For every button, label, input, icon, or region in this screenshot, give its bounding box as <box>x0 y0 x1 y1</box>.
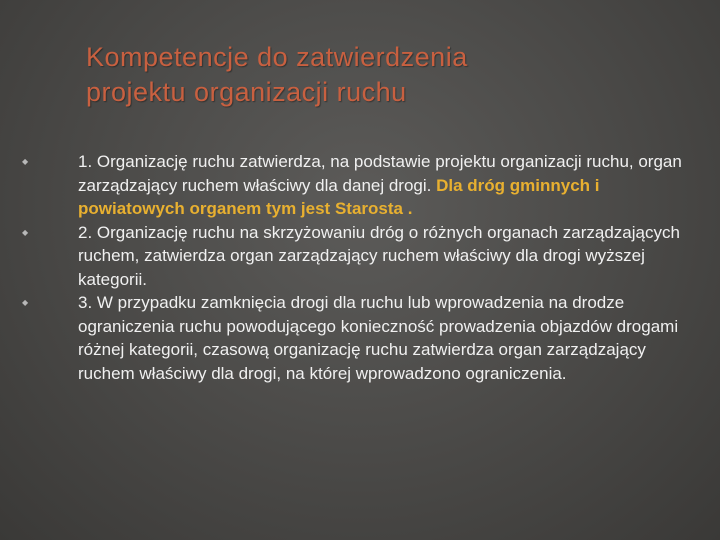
slide-title-line-2: projektu organizacji ruchu <box>86 77 407 107</box>
bullet-item-2 <box>22 221 682 292</box>
slide-body <box>22 150 682 385</box>
bullet-text-1: 1. Organizację ruchu zatwierdza, na podstawie projektu organizacji ruchu, organ zarządzający ruchem właściwy dla danej drogi. <box>78 152 682 195</box>
bullet-item-1 <box>22 150 682 221</box>
bullet-text-2: 2. Organizację ruchu na skrzyżowaniu dróg o różnych organach zarządzających ruchem, zatwierdza organ zarządzający ruchem właściwy dla drogi wyższej kategorii. <box>78 222 680 289</box>
diamond-bullet-icon: ◆ <box>22 227 29 237</box>
slide-title-line-1: Kompetencje do zatwierdzenia <box>86 42 468 72</box>
slide-title <box>86 40 686 110</box>
bullet-text-3: 3. W przypadku zamknięcia drogi dla ruchu lub wprowadzenia na drodze ograniczenia ruchu powodującego konieczność prowadzenia objazdów drogami różnej kategorii, czasową organizację ruchu zatwierdza organ zarządzający ruchem właściwy dla drogi, na której wprowadzono ograniczenia. <box>78 293 679 383</box>
bullet-item-3 <box>22 291 682 385</box>
diamond-bullet-icon: ◆ <box>22 157 29 166</box>
diamond-bullet-icon: ◆ <box>22 298 29 307</box>
bullet-highlight-1: Dla dróg gminnych i powiatowych organem tym jest Starosta . <box>78 175 600 218</box>
